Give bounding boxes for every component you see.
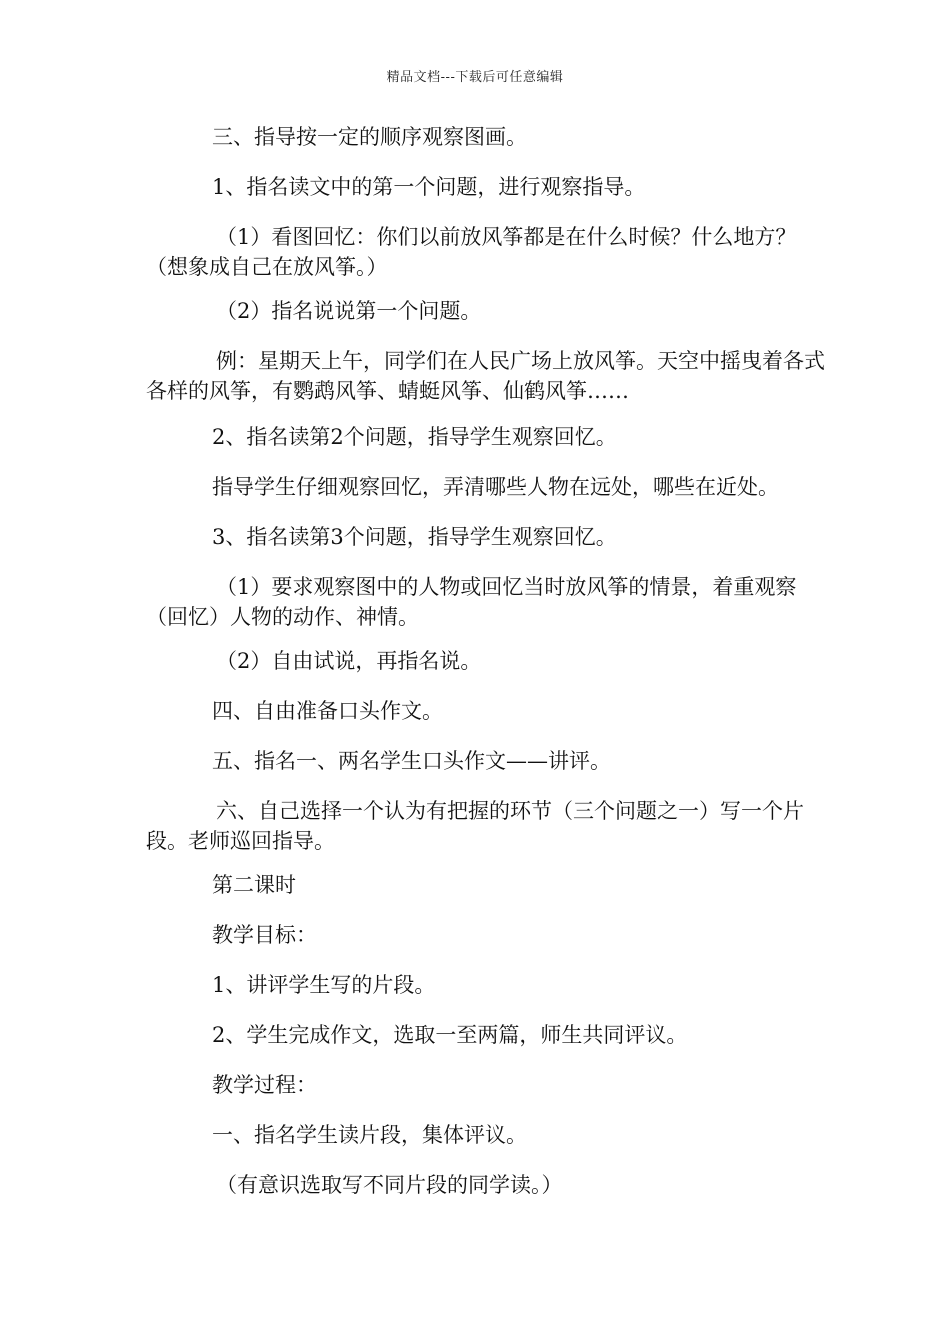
paragraph-11: 四、自由准备口头作文。 (212, 699, 443, 723)
paragraph-5: 例：星期天上午，同学们在人民广场上放风筝。天空中摇曳着各式各样的风筝，有鹦鹉风筝、蜻蜓风筝、仙鹤风筝…… (146, 349, 825, 403)
paragraph-13: 六、自己选择一个认为有把握的环节（三个问题之一）写一个片段。老师巡回指导。 (146, 799, 804, 853)
paragraph-12: 五、指名一、两名学生口头作文——讲评。 (212, 749, 611, 773)
paragraph-16: 1、讲评学生写的片段。 (212, 973, 436, 997)
paragraph-7: 指导学生仔细观察回忆，弄清哪些人物在远处，哪些在近处。 (212, 475, 779, 499)
paragraph-14: 第二课时 (212, 873, 296, 897)
page-header: 精品文档---下载后可任意编辑 (386, 70, 564, 85)
paragraph-4: （2）指名说说第一个问题。 (216, 299, 482, 323)
paragraph-17: 2、学生完成作文，选取一至两篇，师生共同评议。 (212, 1023, 688, 1047)
paragraph-3: （1）看图回忆：你们以前放风筝都是在什么时候？什么地方？（想象成自己在放风筝。） (146, 225, 797, 279)
paragraph-1: 三、指导按一定的顺序观察图画。 (212, 125, 527, 149)
paragraph-20: （有意识选取写不同片段的同学读。） (216, 1173, 563, 1197)
paragraph-10: （2）自由试说，再指名说。 (216, 649, 482, 673)
paragraph-18: 教学过程： (212, 1073, 317, 1097)
paragraph-15: 教学目标： (212, 923, 317, 947)
paragraph-8: 3、指名读第3个问题，指导学生观察回忆。 (212, 525, 617, 549)
paragraph-2: 1、指名读文中的第一个问题，进行观察指导。 (212, 175, 646, 199)
paragraph-19: 一、指名学生读片段，集体评议。 (212, 1123, 527, 1147)
paragraph-9: （1）要求观察图中的人物或回忆当时放风筝的情景，着重观察（回忆）人物的动作、神情。 (146, 575, 797, 629)
paragraph-6: 2、指名读第2个问题，指导学生观察回忆。 (212, 425, 617, 449)
